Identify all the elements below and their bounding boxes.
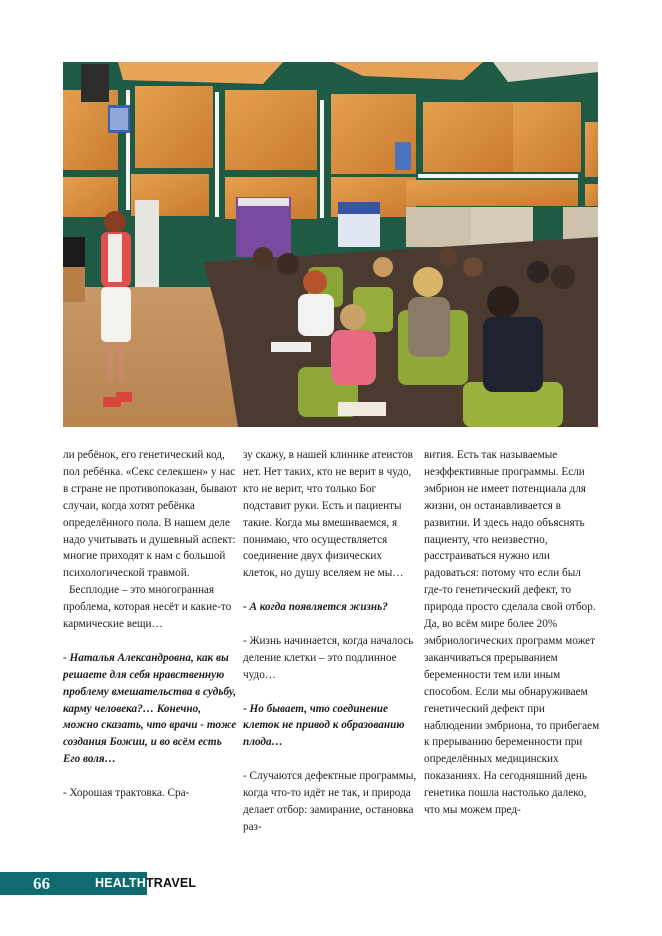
article-column-2 <box>243 447 419 836</box>
paragraph: зу скажу, в нашей клинике атеистов нет. Нет таких, кто не верит в чудо, кто не верит, что только Бог подставит руки. Есть и пациенты такие. Когда мы вмешиваемся, я понимаю, что осуществляется соединение двух физических клеток, но душу вселяем не мы… <box>243 449 413 580</box>
paragraph: - Жизнь начинается, когда началось деление клетки – это подлинное чудо… <box>243 634 414 681</box>
interview-question: - Наталья Александровна, как вы решаете для себя нравственную проблему вмешательства в судьбу, карму человека?… Конечно, можно сказать, что врачи - тоже создания Божии, и во всём есть Его воля… <box>63 651 237 766</box>
paragraph: - Случаются дефектные программы, когда что-то идёт не так, и природа делает отбор: замирание, остановка раз- <box>243 770 417 833</box>
paragraph: Бесплодие – это многогранная проблема, которая несёт и какие-то кармические вещи… <box>63 584 232 631</box>
paragraph: ли ребёнок, его генетический код, пол ребёнка. «Секс селекшен» у нас в стране не противопоказан, бывают случаи, когда хотят ребёнка определённого пола. В нашем деле надо учитывать и душевный аспект: многие приходят к нам с большой психологической травмой. <box>63 449 238 580</box>
page-number: 66 <box>33 874 50 893</box>
article-column-3 <box>424 447 602 819</box>
interview-question: - Но бывает, что соединение клеток не привод к образованию плода… <box>243 702 405 749</box>
article-column-1 <box>63 447 239 802</box>
logo-health: HEALTH <box>95 876 146 890</box>
paragraph: - Хорошая трактовка. Сра- <box>63 787 190 800</box>
article-photo <box>63 62 598 427</box>
magazine-logo <box>95 875 196 891</box>
paragraph: вития. Есть так называемые неэффективные программы. Если эмбрион не имеет потенциала для жизни, он останавливается в развитии. И здесь надо объяснять пациенту, что неизвестно, расстраиваться нужно или радоваться: потому что если был где-то генетический дефект, то природа просто сделала свой отбор. Да, во всём мире более 20% эмбриологических программ может заканчиваться прерыванием беременности тем или иным способом. Если мы обнаруживаем генетический дефект при наблюдении эмбриона, то прибегаем к прерыванию беременности при определённых медицинских показаниях. На сегодняшний день генетика пошла настолько далеко, что мы можем пред- <box>424 449 600 817</box>
interview-question: - А когда появляется жизнь? <box>243 601 388 614</box>
conference-photo-illustration <box>63 62 598 427</box>
logo-travel: TRAVEL <box>145 876 197 890</box>
